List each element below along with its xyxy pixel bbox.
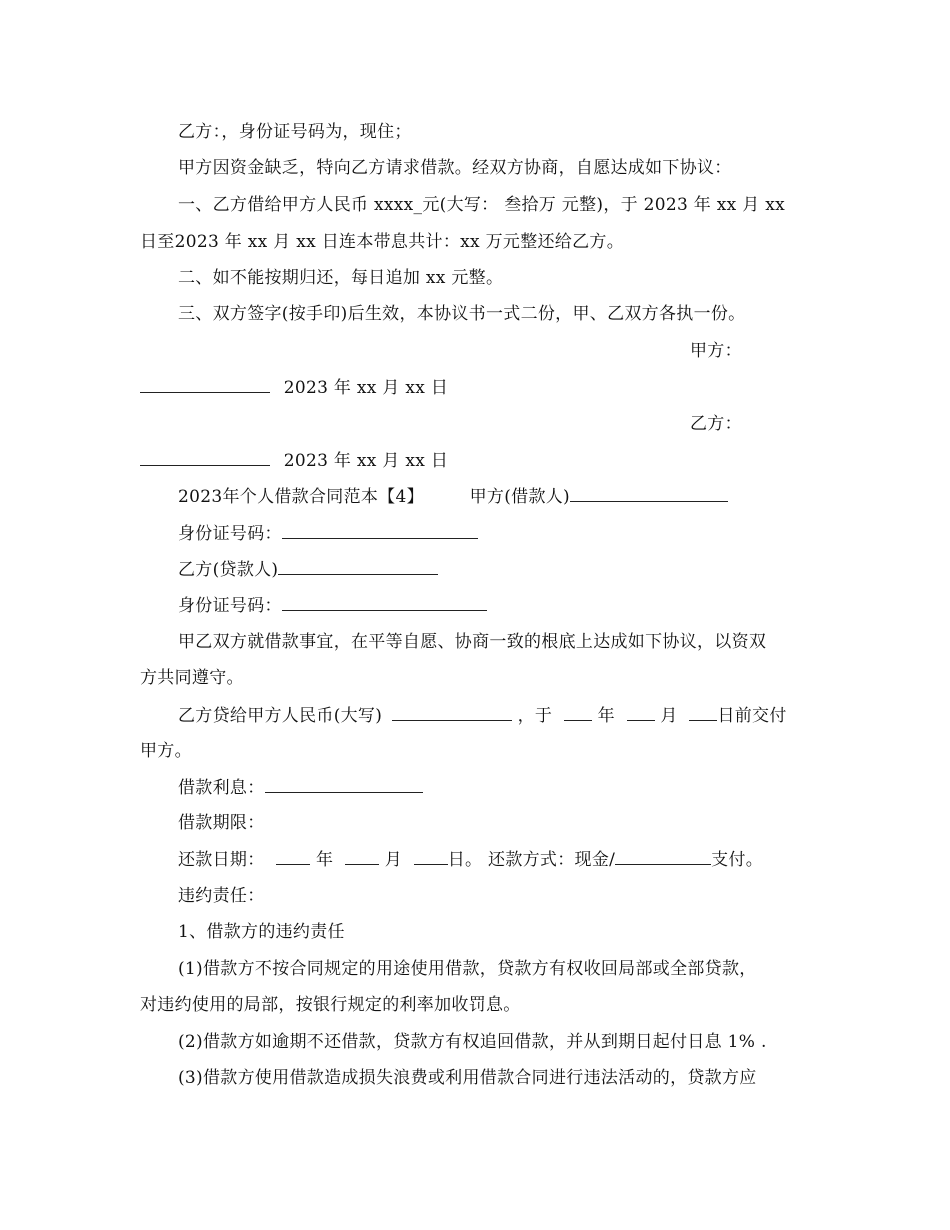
clause-3: 三、双方签字(按手印)后生效，本协议书一式二份，甲、乙双方各执一份。 (178, 304, 746, 324)
breach-1-2: (2)借款方如逾期不还借款，贷款方有权追回借款，并从到期日起付日息 1% . (178, 1032, 767, 1052)
term-label: 借款期限： (178, 813, 265, 833)
loan-month-blank (627, 704, 655, 721)
borrower-id-row (178, 522, 478, 545)
loan-year-blank (564, 704, 592, 721)
repay-method-label: 日。 还款方式：现金/ (447, 850, 616, 870)
loan-amount-label: 乙方贷给甲方人民币(大写) (178, 706, 383, 726)
date-party-b: 2023 年 xx 月 xx 日 (283, 451, 449, 471)
lender-row (178, 558, 438, 581)
loan-amount-row-2: 甲方。 (140, 741, 192, 761)
interest-blank (265, 776, 423, 793)
borrower-blank (570, 485, 728, 502)
breach-1-3: (3)借款方使用借款造成损失浪费或利用借款合同进行违法活动的，贷款方应 (178, 1068, 757, 1088)
date-party-a: 2023 年 xx 月 xx 日 (283, 378, 449, 398)
clause-1-line-1: 一、乙方借给甲方人民币 xxxx_元(大写： 叁拾万 元整)，于 2023 年 xx 月 xx (178, 195, 786, 215)
contract-title-row (178, 485, 728, 508)
clause-1-line-2: 日至2023 年 xx 月 xx 日连本带息共计：xx 万元整还给乙方。 (140, 232, 625, 252)
agreement-para-line-2: 方共同遵守。 (140, 668, 244, 688)
borrower-id-label: 身份证号码： (178, 524, 282, 544)
breach-1-1-line-2: 对违约使用的局部，按银行规定的利率加收罚息。 (140, 995, 521, 1015)
loan-day-blank (689, 704, 717, 721)
repay-month-blank (345, 848, 379, 865)
breach-1-heading: 1、借款方的违约责任 (178, 922, 345, 942)
repay-date-label: 还款日期： (178, 850, 265, 870)
clause-2: 二、如不能按期归还，每日追加 xx 元整。 (178, 268, 504, 288)
loan-year-label: 年 (597, 706, 615, 726)
date-party-b-row (140, 449, 448, 472)
loan-amount-row (178, 704, 787, 727)
interest-label: 借款利息： (178, 778, 265, 798)
agreement-para-line-1: 甲乙双方就借款事宜，在平等自愿、协商一致的根底上达成如下协议，以资双 (178, 632, 767, 652)
repay-day-blank (414, 848, 448, 865)
repay-year-blank (276, 848, 310, 865)
lender-id-blank (282, 594, 487, 611)
repay-method-blank (615, 848, 711, 865)
loan-month-label: 月 (660, 706, 678, 726)
signature-party-a: 甲方： (690, 341, 742, 361)
signature-blank-a (140, 376, 270, 393)
borrower-label: 甲方(借款人) (469, 487, 570, 507)
repay-row (178, 848, 763, 871)
loan-amount-blank (392, 704, 512, 721)
breach-1-1-line-1: (1)借款方不按合同规定的用途使用借款，贷款方有权收回局部或全部贷款， (178, 959, 757, 979)
contract-title: 2023年个人借款合同范本【4】 (178, 487, 424, 507)
borrower-id-blank (282, 522, 478, 539)
loan-deliver-label: 日前交付 (717, 706, 787, 726)
lender-blank (278, 558, 438, 575)
signature-party-b: 乙方： (690, 414, 742, 434)
signature-blank-b (140, 449, 270, 466)
interest-row (178, 776, 423, 799)
loan-amount-at: ，于 (517, 706, 553, 726)
lender-id-row (178, 594, 487, 617)
date-party-a-row (140, 376, 448, 399)
lender-label: 乙方(贷款人) (178, 560, 279, 580)
party-b-line: 乙方：，身份证号码为，现住； (178, 122, 412, 142)
repay-year-label: 年 (315, 850, 334, 870)
lender-id-label: 身份证号码： (178, 596, 282, 616)
intro-line: 甲方因资金缺乏，特向乙方请求借款。经双方协商，自愿达成如下协议： (178, 158, 732, 178)
repay-pay-label: 支付。 (711, 850, 764, 870)
breach-heading: 违约责任： (178, 886, 265, 906)
repay-month-label: 月 (384, 850, 402, 870)
